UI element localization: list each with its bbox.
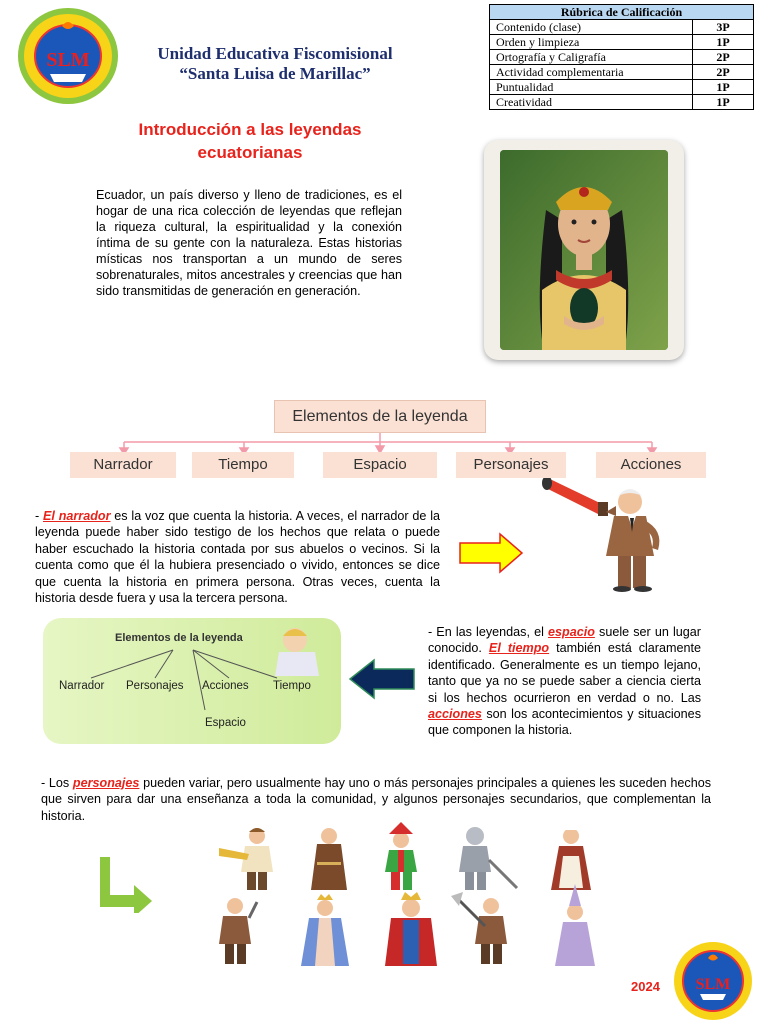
card-word-espacio: Espacio bbox=[205, 717, 246, 729]
diagram-title: Elementos de la leyenda bbox=[274, 400, 486, 433]
character-jester bbox=[385, 822, 417, 890]
espacio-text-2: suele ser un lugar conocido. bbox=[428, 625, 701, 656]
rubric-title: Rúbrica de Calificación bbox=[490, 5, 754, 20]
rubric-criterion: Contenido (clase) bbox=[490, 20, 693, 35]
diagram-item-personajes: Personajes bbox=[456, 452, 566, 478]
rubric-points: 2P bbox=[693, 50, 754, 65]
footer-year: 2024 bbox=[631, 979, 660, 994]
intro-paragraph: Ecuador, un país diverso y lleno de tradiciones, es el hogar de una rica colección de leyendas que reflejan la riqueza cultural, la espiritualidad y la conexión íntima de su gente con la naturaleza. Estas historias místicas nos transportan a un mundo de seres sobrenaturales, mitos ancestrales y creencias que han sido transmitidas de generación en generación. bbox=[96, 188, 402, 298]
character-blacksmith bbox=[219, 898, 257, 964]
narrador-paragraph bbox=[35, 508, 440, 606]
character-knight bbox=[459, 827, 517, 890]
card-title: Elementos de la leyenda bbox=[115, 632, 243, 644]
page-title: Introducción a las leyendas ecuatorianas bbox=[138, 120, 362, 162]
school-name-line2: “Santa Luisa de Marillac” bbox=[179, 64, 371, 83]
narrador-text: es la voz que cuenta la historia. A veces, el narrador de la leyenda puede haber sido testigo de los hechos que relata o puede haber escuchado la historia contada por sus abuelos o vecinos. Si la cuenta como que él la hubiera presenciado o vivido, entonces se dice que cuenta la historia en primera persona. Otras veces, cuenta la historia desde fuera y usa la tercera persona. bbox=[35, 509, 440, 606]
green-corner-arrow-icon bbox=[96, 855, 154, 913]
diagram-item-tiempo: Tiempo bbox=[192, 452, 294, 478]
character-king bbox=[385, 892, 437, 966]
keyword-narrador: El narrador bbox=[43, 509, 111, 523]
card-word-narrador: Narrador bbox=[59, 680, 105, 692]
espacio-text-4: son los acontecimientos y situaciones que componen la historia. bbox=[428, 707, 701, 738]
rubric-points: 3P bbox=[693, 20, 754, 35]
card-word-personajes: Personajes bbox=[126, 680, 184, 692]
keyword-acciones: acciones bbox=[428, 707, 482, 722]
card-word-tiempo: Tiempo bbox=[273, 680, 311, 692]
diagram-item-espacio: Espacio bbox=[323, 452, 437, 478]
rubric-points: 1P bbox=[693, 35, 754, 50]
personajes-text-1: - Los bbox=[41, 776, 73, 790]
rubric-criterion: Ortografía y Caligrafía bbox=[490, 50, 693, 65]
rubric-points: 2P bbox=[693, 65, 754, 80]
yellow-arrow-right-icon bbox=[458, 532, 524, 574]
keyword-personajes: personajes bbox=[72, 776, 140, 790]
espacio-paragraph bbox=[428, 624, 701, 739]
character-princess bbox=[555, 884, 595, 966]
svg-text:SLM: SLM bbox=[695, 976, 731, 993]
personajes-text-2: pueden variar, pero usualmente hay uno o más personajes principales a quienes les suceden hechos que sirven para dar una enseñanza a toda la comunidad, y algunos personajes secundarios, que complementan la historia. bbox=[41, 776, 712, 823]
school-name-line1: Unidad Educativa Fiscomisional bbox=[157, 44, 393, 63]
espacio-text-1: - En las leyendas, el bbox=[428, 625, 548, 639]
narrator-megaphone-illustration bbox=[540, 478, 675, 593]
diagram-connectors bbox=[0, 0, 768, 460]
personajes-paragraph bbox=[41, 775, 711, 824]
rubric-criterion: Orden y limpieza bbox=[490, 35, 693, 50]
rubric-criterion: Creatividad bbox=[490, 95, 693, 110]
espacio-text-3: también está claramente identificado. Generalmente es un tiempo lejano, tanto que ya no se puede saber a ciencia cierta si los hechos ocurrieron en verdad o no. Las bbox=[428, 641, 702, 705]
diagram-item-narrador: Narrador bbox=[70, 452, 176, 478]
svg-text:SLM: SLM bbox=[46, 49, 90, 71]
rubric-criterion: Puntualidad bbox=[490, 80, 693, 95]
keyword-espacio: espacio bbox=[548, 625, 595, 639]
card-word-acciones: Acciones bbox=[202, 680, 249, 692]
keyword-tiempo: El tiempo bbox=[488, 641, 550, 656]
rubric-points: 1P bbox=[693, 80, 754, 95]
rubric-criterion: Actividad complementaria bbox=[490, 65, 693, 80]
rubric-points: 1P bbox=[693, 95, 754, 110]
character-monk bbox=[311, 828, 347, 890]
characters-illustration bbox=[205, 822, 615, 972]
narrador-prefix: - bbox=[35, 509, 43, 523]
navy-arrow-left-icon bbox=[348, 658, 416, 700]
diagram-item-acciones: Acciones bbox=[596, 452, 706, 478]
character-maid bbox=[551, 826, 591, 890]
character-queen bbox=[301, 894, 349, 966]
character-farmer bbox=[219, 828, 273, 890]
school-seal-logo-footer bbox=[672, 940, 754, 1022]
character-axeman bbox=[451, 892, 507, 964]
